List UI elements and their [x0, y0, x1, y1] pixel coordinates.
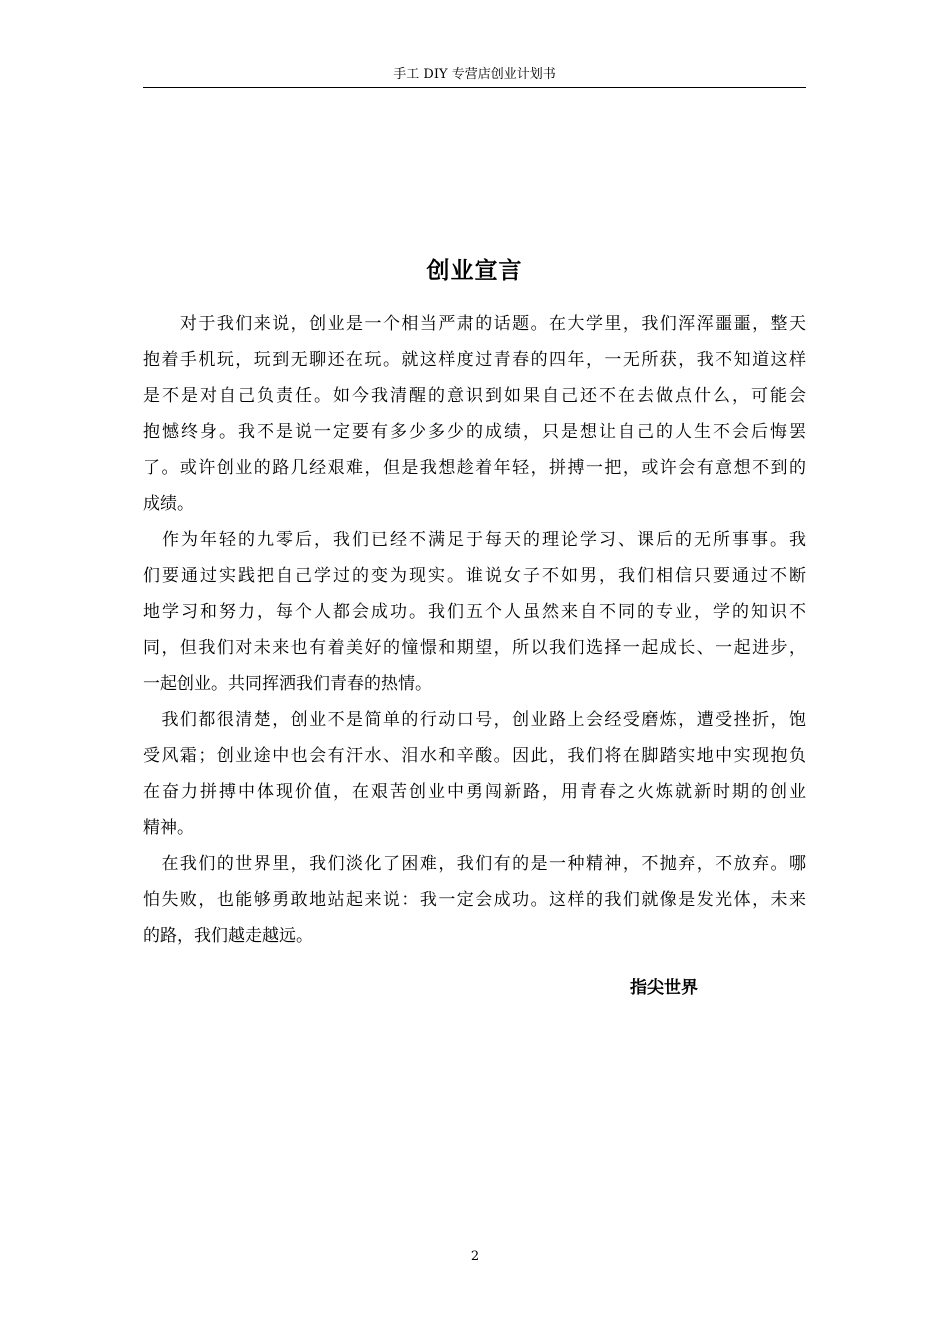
paragraph-4-line-1: 在我们的世界里，我们淡化了困难，我们有的是一种精神，不抛弃，不放弃。哪 — [143, 854, 806, 874]
paragraph-2-line-5: 一起创业。共同挥洒我们青春的热情。 — [143, 674, 432, 694]
paragraph-2-line-4: 同，但我们对未来也有着美好的憧憬和期望，所以我们选择一起成长、一起进步， — [143, 638, 806, 658]
page-header: 手工 DIY 专营店创业计划书 — [393, 67, 556, 82]
paragraph-1-line-2: 抱着手机玩，玩到无聊还在玩。就这样度过青春的四年，一无所获，我不知道这样 — [143, 350, 806, 370]
page-number: 2 — [470, 1249, 480, 1264]
paragraph-4-line-2: 怕失败，也能够勇敢地站起来说：我一定会成功。这样的我们就像是发光体，未来 — [143, 890, 806, 910]
paragraph-3-line-3: 在奋力拼搏中体现价值，在艰苦创业中勇闯新路，用青春之火炼就新时期的创业 — [143, 782, 806, 802]
paragraph-2-line-2: 们要通过实践把自己学过的变为现实。谁说女子不如男，我们相信只要通过不断 — [143, 566, 806, 586]
paragraph-4-line-3: 的路，我们越走越远。 — [143, 926, 313, 946]
paragraph-3-line-1: 我们都很清楚，创业不是简单的行动口号，创业路上会经受磨炼，遭受挫折，饱 — [143, 710, 806, 730]
paragraph-2-line-3: 地学习和努力，每个人都会成功。我们五个人虽然来自不同的专业，学的知识不 — [143, 602, 806, 622]
paragraph-3-line-2: 受风霜；创业途中也会有汗水、泪水和辛酸。因此，我们将在脚踏实地中实现抱负 — [143, 746, 806, 766]
declaration-body — [143, 306, 806, 954]
paragraph-1-line-4: 抱憾终身。我不是说一定要有多少多少的成绩，只是想让自己的人生不会后悔罢 — [143, 422, 806, 442]
paragraph-3-line-4: 精神。 — [143, 818, 194, 838]
paragraph-1-line-6: 成绩。 — [143, 494, 194, 514]
paragraph-2-line-1: 作为年轻的九零后，我们已经不满足于每天的理论学习、课后的无所事事。我 — [143, 530, 806, 550]
paragraph-1-line-1: 对于我们来说，创业是一个相当严肃的话题。在大学里，我们浑浑噩噩，整天 — [143, 314, 806, 334]
paragraph-1-line-3: 是不是对自己负责任。如今我清醒的意识到如果自己还不在去做点什么，可能会 — [143, 386, 806, 406]
signature: 指尖世界 — [630, 978, 698, 998]
paragraph-1-line-5: 了。或许创业的路几经艰难，但是我想趁着年轻，拼搏一把，或许会有意想不到的 — [143, 458, 806, 478]
section-title: 创业宣言 — [426, 258, 523, 284]
header-divider — [143, 87, 806, 88]
